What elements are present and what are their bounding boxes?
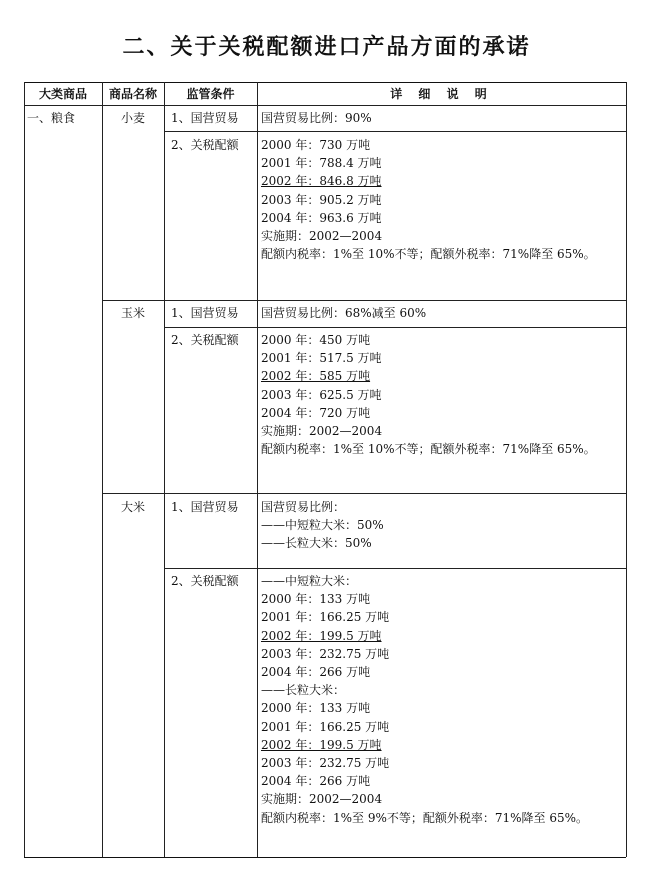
condition-label: 2、关税配额 [171,574,239,588]
detail-text [261,498,384,553]
detail-line: 配额内税率：1%至 10%不等；配额外税率：71%降至 65%。 [261,247,596,262]
detail-line: 国营贸易比例：68%减至 60% [261,306,427,320]
detail-line: ——中短粒大米：50% [261,518,384,533]
detail-line: 2001 年：166.25 万吨 [261,610,390,625]
detail-text [261,304,426,322]
column-rule [102,82,103,857]
detail-line: 国营贸易比例： [261,500,346,514]
detail-line: 2001 年：166.25 万吨 [261,719,390,734]
detail-text [261,572,588,827]
row-rule [102,300,626,301]
product-name-wheat: 小麦 [120,111,145,125]
header-category: 大类商品 [38,87,87,101]
detail-line: 2000 年：133 万吨 [261,701,371,716]
detail-line: 2000 年：450 万吨 [261,333,371,347]
detail-line: 国营贸易比例：90% [261,111,372,125]
detail-line: 2001 年：517.5 万吨 [261,351,382,366]
product-name-corn: 玉米 [120,306,145,320]
header-details: 详 细 说 明 [390,87,493,101]
detail-line: ——长粒大米： [261,683,346,698]
condition-label: 2、关税配额 [171,333,239,347]
column-rule [24,82,25,857]
detail-line: 2003 年：232.75 万吨 [261,756,390,771]
detail-line: 2002 年：585 万吨 [261,369,371,384]
column-rule [626,82,627,857]
row-rule [164,568,626,569]
header-product-name: 商品名称 [108,87,157,101]
detail-line: 2004 年：720 万吨 [261,405,371,420]
condition-label: 2、关税配额 [171,138,239,152]
detail-line: 实施期：2002—2004 [261,229,383,244]
detail-line: 2003 年：625.5 万吨 [261,387,382,402]
product-name-rice: 大米 [120,500,145,514]
detail-line: 2003 年：905.2 万吨 [261,192,382,207]
detail-line: ——长粒大米：50% [261,536,372,551]
detail-line: 配额内税率：1%至 9%不等；配额外税率：71%降至 65%。 [261,810,589,825]
table-top-rule [24,82,626,83]
row-rule [164,131,626,132]
condition-label: 1、国营贸易 [171,500,239,514]
table-bottom-rule [24,857,626,858]
detail-line: 2002 年：199.5 万吨 [261,737,382,752]
detail-line: 2004 年：266 万吨 [261,665,371,680]
detail-text [261,136,596,263]
header-condition: 监管条件 [186,87,235,101]
column-rule [164,82,165,857]
detail-line: 配额内税率：1%至 10%不等；配额外税率：71%降至 65%。 [261,442,596,457]
detail-line: 2002 年：199.5 万吨 [261,628,382,643]
detail-line: 2004 年：266 万吨 [261,774,371,789]
detail-line: 2004 年：963.6 万吨 [261,210,382,225]
detail-text [261,331,596,458]
header-bottom-rule [24,105,626,106]
category-cell: 一、粮食 [27,111,76,125]
condition-label: 1、国营贸易 [171,111,239,125]
detail-text [261,109,372,127]
detail-line: 2003 年：232.75 万吨 [261,646,390,661]
detail-line: ——中短粒大米： [261,574,358,588]
page-title: 二、关于关税配额进口产品方面的承诺 [122,35,531,60]
detail-line: 2002 年：846.8 万吨 [261,174,382,189]
detail-line: 2000 年：730 万吨 [261,138,371,152]
row-rule [164,327,626,328]
condition-label: 1、国营贸易 [171,306,239,320]
detail-line: 实施期：2002—2004 [261,424,383,439]
detail-line: 2001 年：788.4 万吨 [261,156,382,171]
detail-line: 2000 年：133 万吨 [261,592,371,607]
detail-line: 实施期：2002—2004 [261,792,383,807]
column-rule [257,82,258,857]
row-rule [102,493,626,494]
